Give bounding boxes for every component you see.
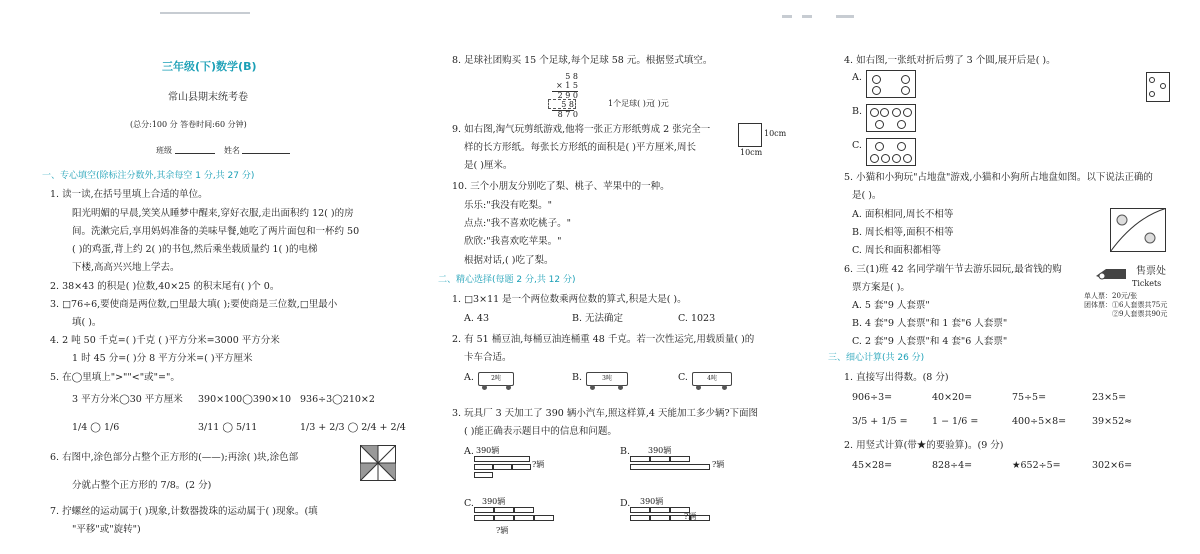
question-text: 2. 用竖式计算(带★的要验算)。(9 分) bbox=[844, 440, 1004, 451]
truck-icon: 2吨 bbox=[478, 372, 514, 386]
bar-label: 390辆 bbox=[648, 446, 672, 455]
option-b[interactable]: B. 无法确定 bbox=[572, 313, 624, 324]
option-a[interactable]: A. 面积相同,周长不相等 bbox=[852, 209, 954, 220]
class-blank[interactable] bbox=[175, 153, 215, 154]
question-label: ?辆 bbox=[496, 526, 509, 535]
dimension-label: 10cm bbox=[764, 129, 787, 138]
question-text: 4. 2 吨 50 千克=( )千克 ( )平方分米=3000 平方分米 bbox=[50, 335, 280, 346]
truck-icon: 3吨 bbox=[586, 372, 628, 386]
calc-note: ( )元 bbox=[652, 99, 669, 108]
bar-segment bbox=[630, 515, 650, 521]
column-left bbox=[38, 0, 406, 554]
bar-segment bbox=[514, 507, 534, 513]
calc-note: 1个足球( )元 bbox=[608, 99, 654, 108]
calc-line: × 1 5 bbox=[552, 81, 578, 92]
calc-item: 40×20= bbox=[932, 392, 973, 403]
option-a[interactable]: A. bbox=[464, 446, 474, 457]
option-a[interactable]: A. 5 套"9 人套票" bbox=[852, 300, 930, 311]
bar-segment bbox=[670, 456, 690, 462]
bar-segment bbox=[650, 507, 670, 513]
bar-segment bbox=[512, 464, 531, 470]
bar-segment bbox=[494, 515, 514, 521]
question-text: 3. 玩具厂 3 天加工了 390 辆小汽车,照这样算,4 天能加工多少辆?下面图 bbox=[452, 408, 759, 419]
calc-item: 23×5= bbox=[1092, 392, 1127, 403]
question-text: 分就占整个正方形的 7/8。(2 分) bbox=[72, 480, 212, 491]
bar-segment bbox=[534, 515, 554, 521]
wheel-icon bbox=[618, 385, 623, 390]
wheel-icon bbox=[590, 385, 595, 390]
question-text: 欣欣:"我喜欢吃苹果。" bbox=[464, 236, 562, 247]
question-text: 是( )厘米。 bbox=[464, 160, 513, 171]
question-text: 2. 38×43 的积是( )位数,40×25 的积末尾有( )个 0。 bbox=[50, 281, 280, 292]
ticket-rule: ②9人套票共90元 bbox=[1112, 310, 1168, 318]
compare-item: 1/3 + 2/3 ◯ 2/4 + 2/4 bbox=[300, 422, 406, 433]
question-text: 填( )。 bbox=[72, 317, 102, 328]
section-title: 三、细心计算(共 26 分) bbox=[828, 353, 925, 363]
bar-label: 390辆 bbox=[640, 497, 664, 506]
question-text: 1. 读一读,在括号里填上合适的单位。 bbox=[50, 189, 208, 200]
calc-highlight bbox=[548, 99, 576, 109]
paper-square-figure bbox=[738, 123, 762, 147]
calc-item: 302×6= bbox=[1092, 460, 1133, 471]
question-label: ?辆 bbox=[532, 460, 545, 469]
bar-segment bbox=[630, 464, 710, 470]
calc-line: 2 9 0 bbox=[557, 91, 578, 100]
calc-item: 400÷5×8= bbox=[1012, 416, 1067, 427]
bar-segment bbox=[514, 515, 534, 521]
option-b[interactable]: B. bbox=[572, 372, 583, 383]
question-label: ?辆 bbox=[684, 512, 697, 521]
bar-segment bbox=[474, 472, 493, 478]
question-text: 点点:"我不喜欢吃桃子。" bbox=[464, 218, 571, 229]
calc-item: 45×28= bbox=[852, 460, 893, 471]
calc-line: 8 7 0 bbox=[557, 110, 578, 119]
compare-item: 3/11 ◯ 5/11 bbox=[198, 422, 258, 433]
question-text: 1. □3×11 是一个两位数乘两位数的算式,积是大是( )。 bbox=[452, 294, 687, 305]
bar-segment bbox=[494, 507, 514, 513]
wheel-icon bbox=[506, 385, 511, 390]
bar-segment bbox=[630, 507, 650, 513]
question-text: 票方案是( )。 bbox=[852, 282, 910, 293]
question-text: 卡车合适。 bbox=[464, 352, 512, 363]
section-title: 一、专心填空(除标注分数外,其余每空 1 分,共 27 分) bbox=[42, 171, 255, 181]
compare-item: 3 平方分米◯30 平方厘米 bbox=[72, 394, 183, 405]
compare-item: 936÷3◯210×2 bbox=[300, 394, 375, 405]
unfolded-paper-c bbox=[866, 138, 916, 166]
question-text: 间。洗漱完后,享用妈妈准备的美味早餐,她吃了两片面包和一杯约 50 bbox=[72, 226, 360, 237]
bar-segment bbox=[474, 515, 494, 521]
option-b[interactable]: B. 4 套"9 人套票"和 1 套"6 人套票" bbox=[852, 318, 1008, 329]
calc-item: 75÷5= bbox=[1012, 392, 1047, 403]
option-a[interactable]: A. bbox=[852, 72, 862, 83]
ticket-booth-panel bbox=[1082, 262, 1186, 322]
calc-item: 1 − 1/6 = bbox=[932, 416, 979, 427]
question-text: 乐乐:"我没有吃梨。" bbox=[464, 200, 552, 211]
question-text: 4. 如右图,一张纸对折后剪了 3 个圆,展开后是( )。 bbox=[844, 55, 1056, 66]
compare-item: 1/4 ◯ 1/6 bbox=[72, 422, 120, 433]
option-c[interactable]: C. 周长和面积都相等 bbox=[852, 245, 941, 256]
question-text: 10. 三个小朋友分别吃了梨、桃子、苹果中的一种。 bbox=[452, 181, 670, 192]
ticket-icon bbox=[1094, 266, 1128, 282]
question-text: 8. 足球社团购买 15 个足球,每个足球 58 元。根据竖式填空。 bbox=[452, 55, 713, 66]
question-text: 阳光明媚的早晨,笑笑从睡梦中醒来,穿好衣服,走出面积约 12( )的房 bbox=[72, 208, 354, 219]
exam-subtitle: 常山县期末统考卷 bbox=[168, 92, 248, 103]
option-b[interactable]: B. bbox=[852, 106, 863, 117]
column-middle bbox=[438, 0, 818, 554]
truck-icon: 4吨 bbox=[692, 372, 732, 386]
calc-line: 5 8 bbox=[565, 72, 578, 81]
question-text: 5. 在◯里填上">""<"或"="。 bbox=[50, 372, 180, 383]
option-c[interactable]: C. 1023 bbox=[678, 313, 716, 324]
bar-label: 390辆 bbox=[476, 446, 500, 455]
wheel-icon bbox=[696, 385, 701, 390]
question-text: 是( )。 bbox=[852, 190, 882, 201]
name-blank[interactable] bbox=[242, 153, 290, 154]
calc-item: 3/5 + 1/5 = bbox=[852, 416, 908, 427]
option-c[interactable]: C. bbox=[678, 372, 688, 383]
ticket-subtitle: Tickets bbox=[1132, 279, 1162, 288]
question-text: 下楼,高高兴兴地上学去。 bbox=[72, 262, 180, 273]
option-b[interactable]: B. 周长相等,面积不相等 bbox=[852, 227, 954, 238]
calc-line: 5 8 bbox=[552, 100, 574, 111]
bar-segment bbox=[650, 456, 670, 462]
question-text: 9. 如右图,淘气玩剪纸游戏,他将一张正方形纸剪成 2 张完全一 bbox=[452, 124, 711, 135]
class-label: 班级 bbox=[156, 146, 172, 155]
calc-item: 906÷3= bbox=[852, 392, 893, 403]
question-text: 2. 有 51 桶豆油,每桶豆油连桶重 48 千克。若一次性运完,用载质量( )的 bbox=[452, 334, 755, 345]
shaded-square-figure bbox=[360, 445, 396, 481]
option-a[interactable]: A. 43 bbox=[464, 313, 489, 324]
unfolded-paper-a bbox=[866, 70, 916, 98]
bar-segment bbox=[474, 507, 494, 513]
option-c[interactable]: C. bbox=[464, 498, 474, 509]
question-text: 3. □76÷6,要使商是两位数,□里最大填( );要使商是三位数,□里最小 bbox=[50, 299, 338, 310]
exam-title: 三年级(下)数学(B) bbox=[162, 60, 257, 73]
wheel-icon bbox=[722, 385, 727, 390]
question-text: ( )能正确表示题目中的信息和问题。 bbox=[464, 426, 617, 437]
question-text: "平移"或"旋转") bbox=[72, 524, 141, 535]
question-text: 根据对话,( )吃了梨。 bbox=[464, 255, 554, 266]
calc-item: ★652÷5= bbox=[1012, 460, 1061, 471]
territory-figure bbox=[1110, 208, 1166, 252]
bar-segment bbox=[474, 456, 530, 462]
question-text: 6. 三(1)班 42 名同学端午节去游乐园玩,最省钱的购 bbox=[844, 264, 1062, 275]
question-text: 7. 拧螺丝的运动属于( )现象,计数器拨珠的运动属于( )现象。(填 bbox=[50, 506, 318, 517]
compare-item: 390×100◯390×10 bbox=[198, 394, 292, 405]
question-text: ( )的鸡蛋,背上约 2( )的书包,然后乘坐载质量约 1( )的电梯 bbox=[72, 244, 318, 255]
question-text: 样的长方形纸。每张长方形纸的面积是( )平方厘米,周长 bbox=[464, 142, 696, 153]
calc-item: 828÷4= bbox=[932, 460, 973, 471]
question-label: ?辆 bbox=[712, 460, 725, 469]
question-text: 1. 直接写出得数。(8 分) bbox=[844, 372, 949, 383]
dimension-label: 10cm bbox=[740, 148, 763, 157]
ticket-rule: 单人票：20元/张 bbox=[1084, 292, 1138, 300]
option-d[interactable]: D. bbox=[620, 498, 631, 509]
option-a[interactable]: A. bbox=[464, 372, 474, 383]
unfolded-paper-b bbox=[866, 104, 916, 132]
ticket-rule: 团体票：①6人套票共75元 bbox=[1084, 301, 1168, 309]
option-c[interactable]: C. bbox=[852, 140, 862, 151]
section-title: 二、精心选择(每题 2 分,共 12 分) bbox=[438, 275, 576, 285]
name-label: 姓名 bbox=[224, 146, 240, 155]
bar-label: 390辆 bbox=[482, 497, 506, 506]
bar-segment bbox=[650, 515, 670, 521]
option-c[interactable]: C. 2 套"9 人套票"和 4 套"6 人套票" bbox=[852, 336, 1008, 347]
question-text: 6. 右图中,涂色部分占整个正方形的(——);再涂( )块,涂色部 bbox=[50, 452, 299, 463]
exam-meta: (总分:100 分 答卷时间:60 分钟) bbox=[130, 120, 247, 129]
column-right bbox=[828, 0, 1190, 554]
bar-segment bbox=[493, 464, 512, 470]
ticket-title: 售票处 bbox=[1136, 266, 1166, 277]
wheel-icon bbox=[482, 385, 487, 390]
question-text: 5. 小猫和小狗玩"占地盘"游戏,小猫和小狗所占地盘如图。以下说法正确的 bbox=[844, 172, 1153, 183]
bar-segment bbox=[474, 464, 493, 470]
option-b[interactable]: B. bbox=[620, 446, 631, 457]
bar-segment bbox=[630, 456, 650, 462]
folded-paper-figure bbox=[1146, 72, 1170, 102]
question-text: 1 时 45 分=( )分 8 平方分米=( )平方厘米 bbox=[72, 353, 253, 364]
calc-item: 39×52≈ bbox=[1092, 416, 1133, 427]
